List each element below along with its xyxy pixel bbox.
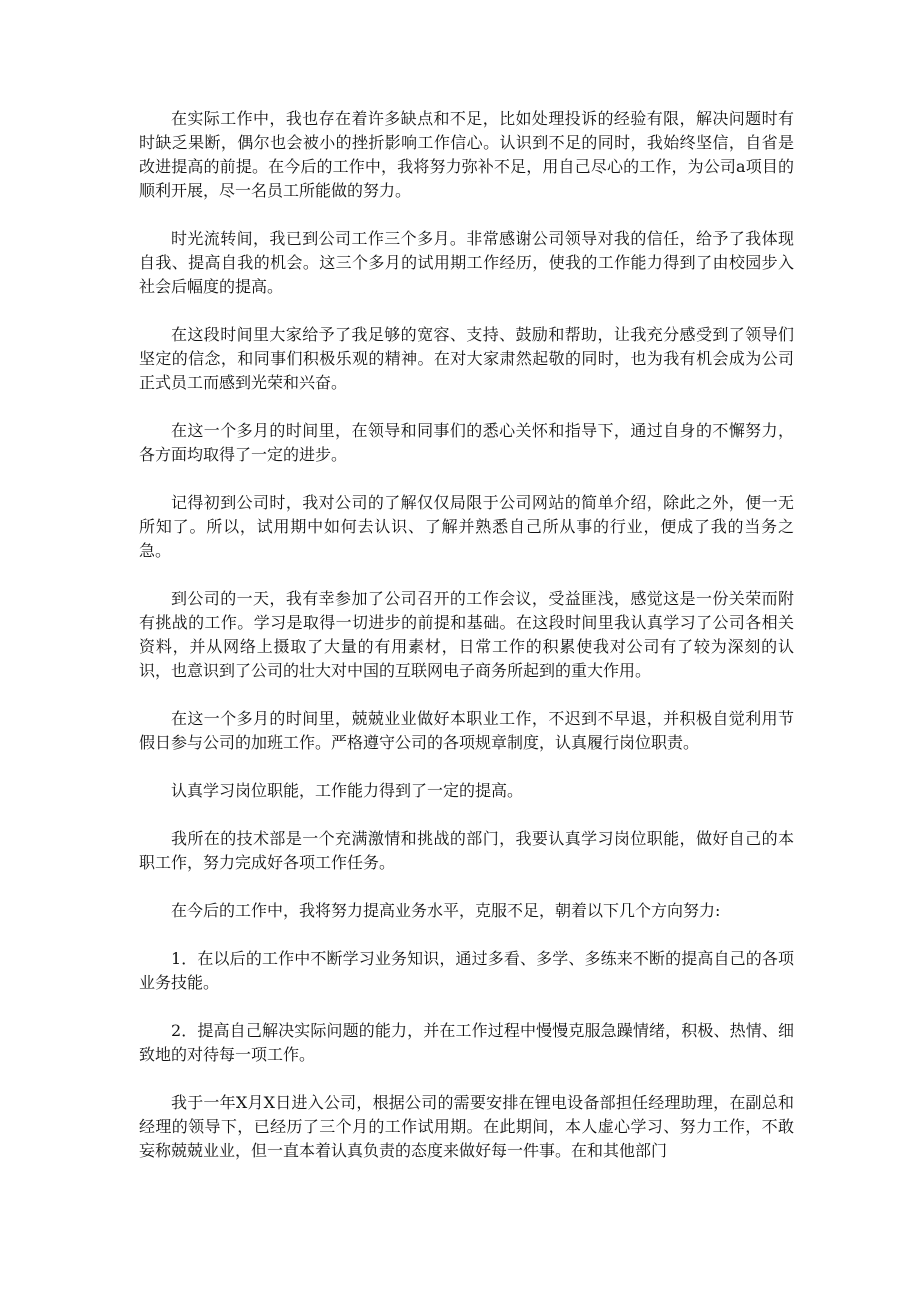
paragraph-5: 记得初到公司时，我对公司的了解仅仅局限于公司网站的简单介绍，除此之外，便一无所知了。所以，试用期中如何去认识、了解并熟悉自己所从事的行业，便成了我的当务之急。 [139, 493, 794, 560]
list-item-2: 2．提高自己解决实际问题的能力，并在工作过程中慢慢克服急躁情绪，积极、热情、细致地的对待每一项工作。 [139, 1021, 794, 1064]
paragraph-1: 在实际工作中，我也存在着许多缺点和不足，比如处理投诉的经验有限，解决问题时有时缺乏果断，偶尔也会被小的挫折影响工作信心。认识到不足的同时，我始终坚信，自省是改进提高的前提。在今后的工作中，我将努力弥补不足，用自己尽心的工作，为公司a项目的顺利开展，尽一名员工所能做的努力。 [139, 109, 794, 200]
paragraph-10: 在今后的工作中，我将努力提高业务水平，克服不足，朝着以下几个方向努力: [171, 901, 721, 920]
list-item-1: 1．在以后的工作中不断学习业务知识，通过多看、多学、多练来不断的提高自己的各项业务技能。 [139, 949, 794, 992]
paragraph-9: 我所在的技术部是一个充满激情和挑战的部门，我要认真学习岗位职能，做好自己的本职工作，努力完成好各项工作任务。 [139, 829, 794, 872]
document-body [139, 107, 794, 1163]
paragraph-2: 时光流转间，我已到公司工作三个多月。非常感谢公司领导对我的信任，给予了我体现自我、提高自我的机会。这三个多月的试用期工作经历，使我的工作能力得到了由校园步入社会后幅度的提高。 [139, 229, 794, 296]
paragraph-4: 在这一个多月的时间里，在领导和同事们的悉心关怀和指导下，通过自身的不懈努力，各方面均取得了一定的进步。 [139, 421, 794, 464]
paragraph-3: 在这段时间里大家给予了我足够的宽容、支持、鼓励和帮助，让我充分感受到了领导们坚定的信念，和同事们积极乐观的精神。在对大家肃然起敬的同时，也为我有机会成为公司正式员工而感到光荣和兴奋。 [139, 325, 794, 392]
paragraph-13: 我于一年X月X日进入公司，根据公司的需要安排在锂电设备部担任经理助理，在副总和经理的领导下，已经历了三个月的工作试用期。在此期间，本人虚心学习、努力工作，不敢妄称兢兢业业，但一直本着认真负责的态度来做好每一件事。在和其他部门 [139, 1093, 794, 1160]
paragraph-8: 认真学习岗位职能，工作能力得到了一定的提高。 [171, 781, 524, 800]
paragraph-6: 到公司的一天，我有幸参加了公司召开的工作会议，受益匪浅，感觉这是一份关荣而附有挑战的工作。学习是取得一切进步的前提和基础。在这段时间里我认真学习了公司各相关资料，并从网络上摄取了大量的有用素材，日常工作的积累使我对公司有了较为深刻的认识，也意识到了公司的壮大对中国的互联网电子商务所起到的重大作用。 [139, 589, 794, 680]
paragraph-7: 在这一个多月的时间里，兢兢业业做好本职业工作，不迟到不早退，并积极自觉利用节假日参与公司的加班工作。严格遵守公司的各项规章制度，认真履行岗位职责。 [139, 709, 794, 752]
